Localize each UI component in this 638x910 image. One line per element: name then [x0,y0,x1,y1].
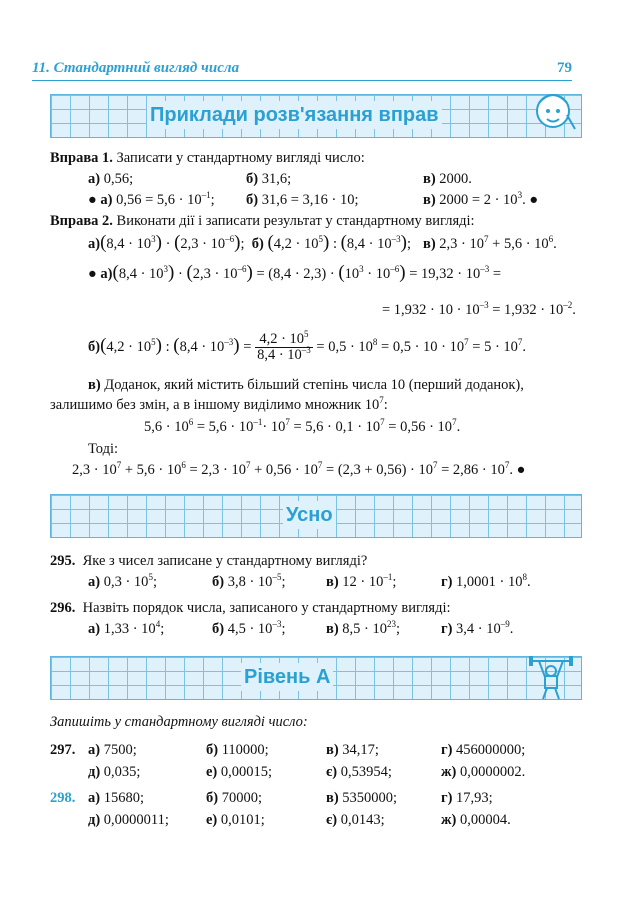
p298-e: д) 0,0000011; [88,812,169,828]
ex1-sol-b: б) 31,6 = 3,16 · 10; [246,192,359,208]
p297-c: в) 34,17; [326,742,379,758]
p298-f: е) 0,0101; [206,812,265,828]
p295-b: б) $3,8 \cdot 10^{-5}$; [212,572,286,590]
p297-h: ж) 0,0000002. [441,764,526,780]
chapter-title: 11. Стандартний вигляд числа [32,60,240,76]
p297-f: е) 0,00015; [206,764,273,780]
ex2-c-para-2: залишимо без змін, а в іншому виділимо множник $10^7$: [50,395,388,413]
problem-295: 295. Яке з чисел записане у стандартному вигляді? [50,553,368,569]
ex2-c-para-3: $5,6 \cdot 10^6 = 5,6 \cdot 10^{-1}\cdot 10^7 = 5,6 \cdot 0,1 \cdot 10^7 = 0,56 \cdot 10^7$. [144,417,461,435]
ex1-a: а) 0,56; [88,171,134,187]
oral-banner [50,494,582,538]
ex2-tasks: $а)(8,4 \cdot 10^3) \cdot (2,3 \cdot 10^{-6})$; б) $(4,2 \cdot 10^5)$ : $(8,4 \cdot 10^{-3})$; [88,232,411,253]
p298-g: є) 0,0143; [326,812,385,828]
ex1-sol-a: ● а) $0,56 = 5,6 \cdot 10^{-1}$; [88,190,215,208]
student-icon [529,89,579,141]
instruction: Запишіть у стандартному вигляді число: [50,714,308,730]
p298-b: б) 70000; [206,790,262,806]
level-a-banner [50,656,582,700]
ex2-sol-a-1: ● $а)(8,4 \cdot 10^3) \cdot (2,3 \cdot 10^{-6}) = (8,4 \cdot 2,3) \cdot (10^3 \cdot 10^{-6}) = 19,32 \cdot 10^{-3}$ = [88,262,502,283]
exercise-1-label: Вправа 1. [50,150,113,166]
p298-d: г) 17,93; [441,790,493,806]
ex1-c: в) 2000. [423,171,472,187]
ex2-sol-a-2: = $1,932 \cdot 10 \cdot 10^{-3} = 1,932 \cdot 10^{-2}$. [382,300,576,318]
p296-a: а) $1,33 \cdot 10^4$; [88,619,165,637]
ex2-sol-b: $б)(4,2 \cdot 10^5)$ : $(8,4 \cdot 10^{-3})$ = $\frac{4,2 \cdot 10^5}{8,4 \cdot 10^{-3}}$ = $0,5 \cdot 10^8 = 0,5 \cdot 10 \cdot 10^7 = 5 \cdot 10^7$. [88,329,527,363]
problem-296: 296. Назвіть порядок числа, записаного у стандартному вигляді: [50,600,451,616]
problem-297-number: 297. [50,742,76,758]
level-a-banner-title: Рівень А [241,663,333,691]
p297-e: д) 0,035; [88,764,141,780]
exercise-1-text: Записати у стандартному вигляді число: [112,150,365,166]
examples-banner-title: Приклади розв'язання вправ [147,101,442,129]
p297-b: б) 110000; [206,742,269,758]
exercise-2-heading [50,213,475,230]
ex2-c-para-1: в) Доданок, який містить більший степінь числа 10 (перший доданок), [88,377,524,393]
ex1-sol-c: в) $2000 = 2 \cdot 10^3$. ● [423,190,539,208]
exercise-2-label: Вправа 2. [50,213,113,229]
p296-c: в) $8,5 \cdot 10^{23}$; [326,619,401,637]
p298-h: ж) 0,00004. [441,812,511,828]
p297-a: а) 7500; [88,742,137,758]
p296-b: б) $4,5 \cdot 10^{-3}$; [212,619,286,637]
page-header [32,58,572,84]
p295-a: а) $0,3 \cdot 10^5$; [88,572,157,590]
p296-d: г) $3,4 \cdot 10^{-9}$. [441,619,514,637]
header-rule [32,80,572,81]
p295-c: в) $12 \cdot 10^{-1}$; [326,572,397,590]
page-number: 79 [557,60,572,76]
ex1-b: б) 31,6; [246,171,292,187]
exercise-1-heading [50,150,365,167]
ex2-then: Тоді: [88,441,119,457]
examples-banner [50,94,582,138]
p298-c: в) 5350000; [326,790,398,806]
weightlifter-icon [527,655,575,701]
ex2-task-c: в) $2,3 \cdot 10^7 + 5,6 \cdot 10^6$. [423,234,557,252]
p297-g: є) 0,53954; [326,764,392,780]
p295-d: г) $1,0001 \cdot 10^8$. [441,572,531,590]
p297-d: г) 456000000; [441,742,526,758]
exercise-2-text: Виконати дії і записати результат у стандартному вигляді: [112,213,475,229]
oral-banner-title: Усно [283,501,336,529]
ex2-final: $2,3 \cdot 10^7 + 5,6 \cdot 10^6 = 2,3 \cdot 10^7 + 0,56 \cdot 10^7 = (2,3 + 0,56) \cdot 10^7 = 2,86 \cdot 10^7$. ● [72,460,526,478]
p298-a: а) 15680; [88,790,144,806]
problem-298-number: 298. [50,790,76,806]
